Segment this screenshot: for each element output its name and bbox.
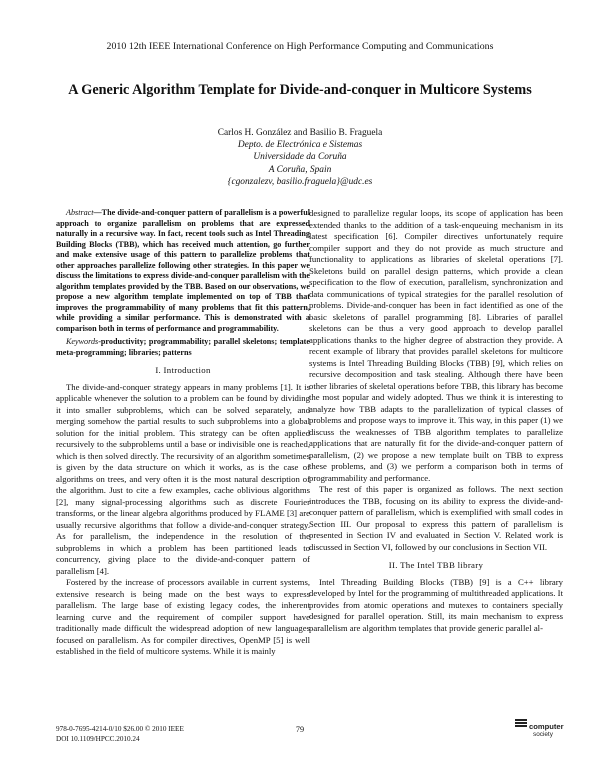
section-heading-tbb: II. The Intel TBB library xyxy=(388,560,484,570)
keywords xyxy=(56,337,310,358)
keywords-lead: Keywords xyxy=(66,337,99,346)
author-names: Carlos H. González and Basilio B. Fraguela xyxy=(217,128,383,138)
keywords-text: -productivity; programmability; parallel skeletons; template meta-programming; libraries; patterns xyxy=(56,337,310,357)
author-emails: {cgonzalezv, basilio.fraguela}@udc.es xyxy=(227,176,373,187)
section-heading-introduction: I. Introduction xyxy=(155,365,211,375)
page-number: 79 xyxy=(295,725,305,734)
body-paragraph: The divide-and-conquer strategy appears in many problems [1]. It is applicable whenever the solution to a problem can be found by dividing it into smaller subproblems, which can be solved separately, and merging somehow the partial results to such subproblems into a global solution for the initial problem. This strategy can be often applied recursively to the subproblems until a base or indivisible one is reached, which is then solved directly. The recursivity of an algorithm sometimes is given by the data structure on which it works, as is the case of algorithms on trees, and very often it is the most natural description of the algorithm. Just to cite a few examples, cache oblivious algorithms [2], many signal-processing algorithms such as discrete Fourier transforms, or the linear algebra algorithms produced by FLAME [3] are usually recursive algorithms that follow a divide-and-conquer strategy. As for parallelism, the independence in the resolution of the subproblems in which a problem has been partitioned leads to concurrency, giving place to the divide-and-conquer pattern of parallelism [4]. xyxy=(56,381,310,576)
author-location: A Coruña, Spain xyxy=(268,164,332,175)
right-column xyxy=(309,208,563,634)
left-column xyxy=(56,208,310,658)
footer-isbn: 978-0-7695-4214-0/10 $26.00 © 2010 IEEE xyxy=(56,725,184,733)
author-university: Universidade da Coruña xyxy=(253,152,347,163)
logo-word-society: society xyxy=(533,731,553,738)
body-paragraph: Fostered by the increase of processors available in current systems, extensive research is being made on the best ways to express parallelism. The large base of existing legacy codes, the inherent learning curve and the requirement of compiler support have traditionally made difficult the widespread adoption of new languages focused on parallelism. As for compiler directives, OpenMP [5] is well established in the field of multicore systems. While it is mainly xyxy=(56,577,310,656)
author-department: Depto. de Electrónica e Sistemas xyxy=(237,140,363,151)
footer-doi: DOI 10.1109/HPCC.2010.24 xyxy=(56,734,140,743)
logo-mark-icon xyxy=(515,719,527,729)
logo-word-computer: computer xyxy=(529,722,564,731)
author-block xyxy=(0,127,600,188)
abstract-text: —The divide-and-conquer pattern of parallelism is a powerful approach to organize parallelism on problems that are expressed naturally in a recursive way. In fact, recent tools such as Intel Threading Building Blocks (TBB), which has received much attention, go further and make extensive usage of this pattern to parallelize problems that other approaches parallelize following other strategies. In this paper we discuss the limitations to express divide-and-conquer parallelism with the algorithm templates provided by the TBB. Based on our observations, we propose a new algorithm template implemented on top of TBB that improves the programmability of many problems that fit this pattern, while providing a similar performance. This is demonstrated with a comparison both in terms of performance and programmability. xyxy=(56,208,310,333)
paper-title: A Generic Algorithm Template for Divide-and-conquer in Multicore Systems xyxy=(68,82,532,98)
computer-society-logo xyxy=(515,719,563,747)
body-paragraph: Intel Threading Building Blocks (TBB) [9] is a C++ library developed by Intel for the programming of multithreaded applications. It provides from atomic operations and mutexes to containers specially designed for parallel operation. Still, its main mechanism to express parallelism are algorithm templates that provide generic parallel al- xyxy=(309,576,563,633)
body-paragraph: designed to parallelize regular loops, its scope of application has been extended thanks to the addition of a task-enqueuing mechanism in its latest specification [6]. Compiler directives unfortunately require compiler support and they do not provide as much structure and functionality to applications as libraries of skeletal operations [7]. Skeletons build on parallel design patterns, which provide a clean specification to the flow of execution, parallelism, synchronization and data communications of typical strategies for the parallel resolution of problems. Divide-and-conquer has been in fact identified as one of the basic skeletons of parallel programming [8]. Libraries of parallel skeletons can be thus a very good approach to develop parallel applications thanks to the higher degree of abstraction they provide. A recent example of library that provides parallel skeletons for multicore systems is Intel Threading Building Blocks (TBB) [9], which relies on recursive decomposition and task stealing. Although there have been other libraries of skeletal operations before TBB, this library has become the most popular and widely adopted. Thus we think it is interesting to analyze how TBB adapts to the parallelization of typical classes of problems and propose ways to improve it. This way, in this paper (1) we discuss the weaknesses of TBB algorithm templates to parallelize applications that are naturally fit for the divide-and-conquer pattern of parallelism, (2) we propose a new template built on TBB to express these problems, and (3) we perform a comparison both in terms of programmability and performance. xyxy=(309,208,563,483)
abstract xyxy=(56,208,310,334)
abstract-lead: Abstract xyxy=(66,208,94,217)
body-paragraph: The rest of this paper is organized as follows. The next section introduces the TBB, focusing on its ability to express the divide-and-conquer pattern of parallelism, which is exemplified with small codes in Section III. Our proposal to express this pattern of parallelism is presented in Section IV and evaluated in Section V. Related work is discussed in Section VI, followed by our conclusions in Section VII. xyxy=(309,484,563,552)
conference-header: 2010 12th IEEE International Conference on High Performance Computing and Communications xyxy=(106,41,494,52)
